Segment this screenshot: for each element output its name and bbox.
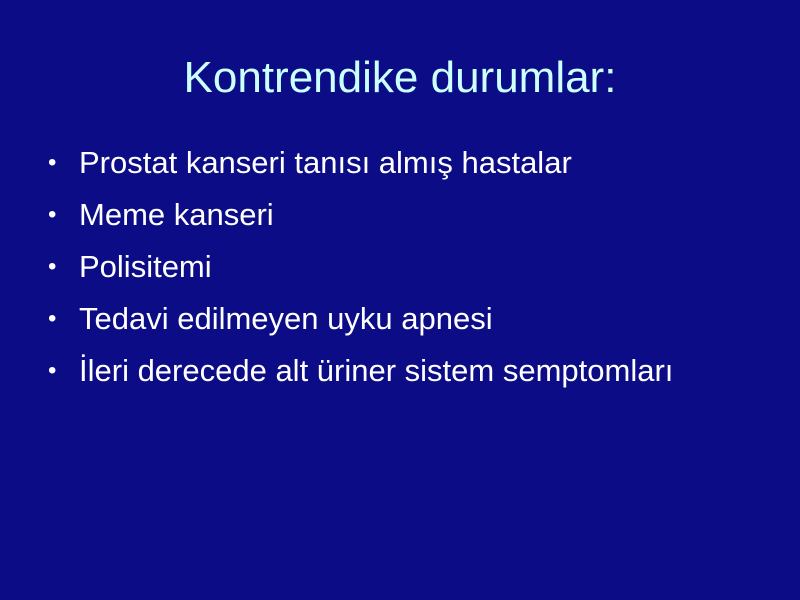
bullet-text: İleri derecede alt üriner sistem semptomları <box>79 353 674 388</box>
bullet-dot-icon: • <box>48 201 57 228</box>
bullet-text: Meme kanseri <box>79 197 274 232</box>
bullet-text: Prostat kanseri tanısı almış hastalar <box>79 145 572 180</box>
bullet-dot-icon: • <box>48 253 57 280</box>
bullet-item <box>48 248 748 286</box>
bullet-text: Tedavi edilmeyen uyku apnesi <box>79 301 493 336</box>
bullet-item <box>48 144 748 182</box>
bullet-text: Polisitemi <box>79 249 212 284</box>
bullet-dot-icon: • <box>48 357 57 384</box>
bullet-item <box>48 196 748 234</box>
bullet-dot-icon: • <box>48 149 57 176</box>
bullet-item <box>48 300 748 338</box>
bullet-dot-icon: • <box>48 305 57 332</box>
bullet-list <box>48 144 748 404</box>
slide-title: Kontrendike durumlar: <box>183 53 617 102</box>
bullet-item <box>48 352 748 390</box>
